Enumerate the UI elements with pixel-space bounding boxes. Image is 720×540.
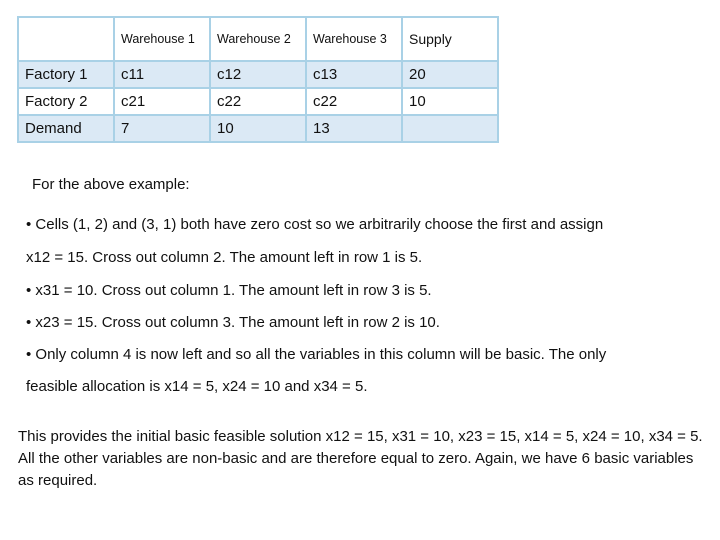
note-line-4: • x23 = 15. Cross out column 3. The amount left in row 2 is 10.	[26, 314, 440, 331]
table-cell: 20	[402, 61, 498, 88]
note-line-2: x12 = 15. Cross out column 2. The amount left in row 1 is 5.	[26, 249, 423, 266]
table-row	[18, 61, 498, 88]
table-row	[18, 88, 498, 115]
note-line-1: • Cells (1, 2) and (3, 1) both have zero cost so we arbitrarily choose the first and assign	[26, 216, 604, 233]
note-line-3: • x31 = 10. Cross out column 1. The amount left in row 3 is 5.	[26, 282, 432, 299]
note-line-6: feasible allocation is x14 = 5, x24 = 10 and x34 = 5.	[26, 378, 368, 395]
table-header-row	[18, 17, 498, 61]
table-cell: c13	[306, 61, 402, 88]
row-label: Factory 2	[18, 88, 114, 115]
note-line-5: • Only column 4 is now left and so all the variables in this column will be basic. The only	[26, 346, 607, 363]
table-cell	[402, 115, 498, 142]
header-corner	[18, 17, 114, 61]
conclusion-paragraph: This provides the initial basic feasible solution x12 = 15, x31 = 10, x23 = 15, x14 = 5, x24 = 10, x34 = 5. All the other variables are non-basic and are therefore equal to zero. Again, we have 6 basic variables as required.	[18, 428, 703, 489]
header-warehouse-2: Warehouse 2	[210, 17, 306, 61]
transportation-table	[17, 16, 499, 143]
header-warehouse-3: Warehouse 3	[306, 17, 402, 61]
notes-intro: For the above example:	[32, 176, 190, 193]
table-cell: 13	[306, 115, 402, 142]
table-cell: c11	[114, 61, 210, 88]
table-cell: 10	[210, 115, 306, 142]
table-cell: 7	[114, 115, 210, 142]
table-cell: c22	[210, 88, 306, 115]
table-cell: c21	[114, 88, 210, 115]
table-cell: c22	[306, 88, 402, 115]
table-cell: 10	[402, 88, 498, 115]
row-label: Factory 1	[18, 61, 114, 88]
row-label: Demand	[18, 115, 114, 142]
header-supply: Supply	[402, 17, 498, 61]
header-warehouse-1: Warehouse 1	[114, 17, 210, 61]
table-row	[18, 115, 498, 142]
table-cell: c12	[210, 61, 306, 88]
